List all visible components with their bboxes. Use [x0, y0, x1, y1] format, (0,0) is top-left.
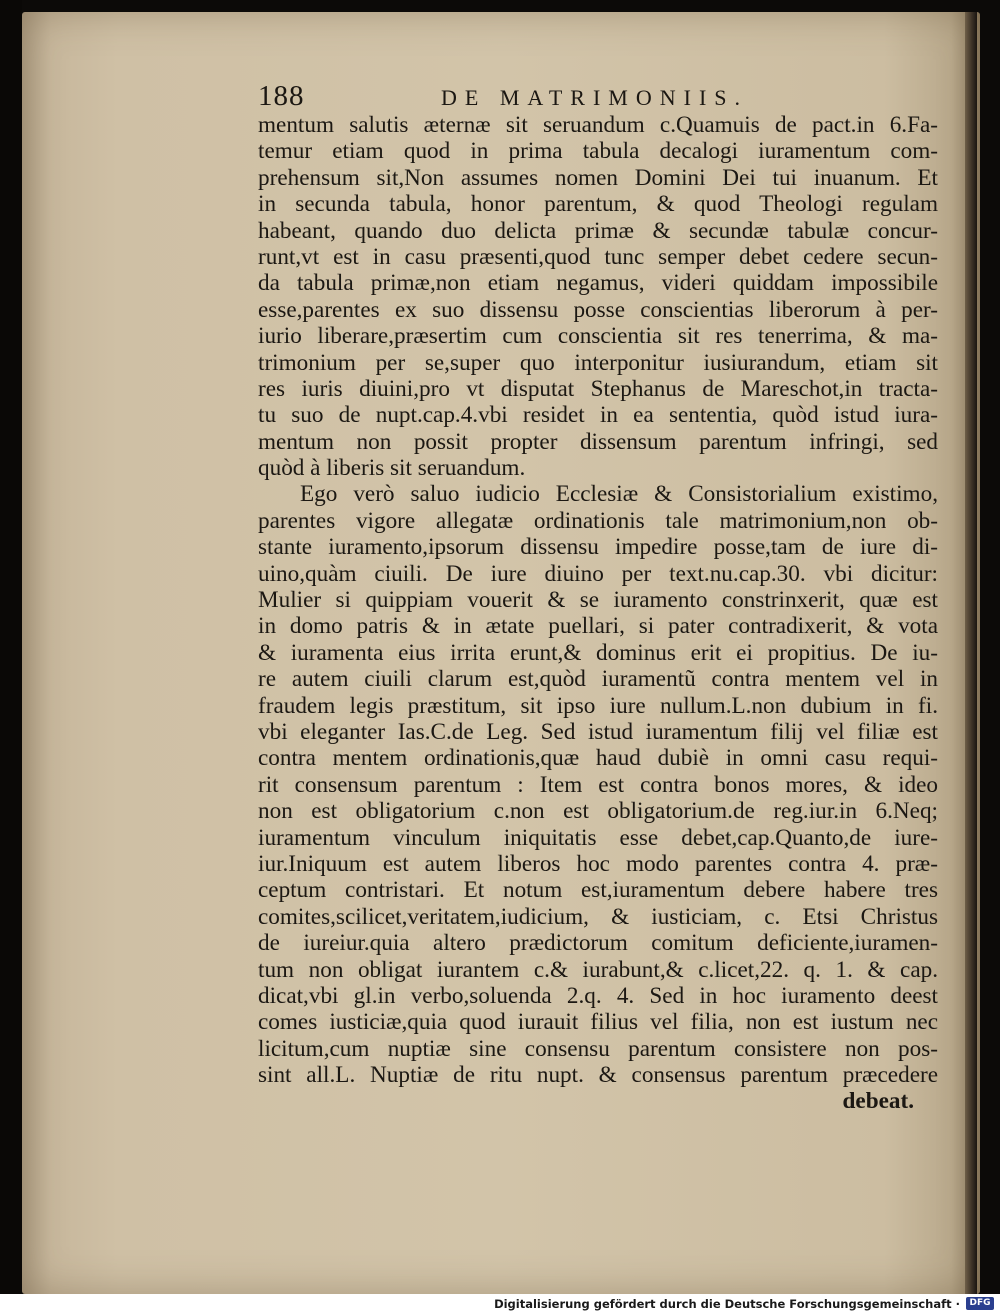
text-line: habeant, quando duo delicta primæ & secundæ tabulæ concur- [258, 217, 938, 244]
text-line: tu suo de nupt.cap.4.vbi residet in ea sententia, quòd istud iura- [258, 402, 938, 429]
text-line: contra mentem ordinationis,quæ haud dubiè in omni casu requi- [258, 745, 938, 772]
digitization-credit: Digitalisierung gefördert durch die Deutsche Forschungsgemeinschaft · [494, 1297, 960, 1311]
page-header [258, 80, 958, 114]
text-line: non est obligatorium c.non est obligatorium.de reg.iur.in 6.Neq; [258, 798, 938, 825]
footer-bar [0, 1294, 1000, 1314]
text-line: uino,quàm ciuili. De iure diuino per text.nu.cap.30. vbi dicitur: [258, 560, 938, 587]
running-title: DE MATRIMONIIS. [441, 85, 748, 110]
text-line: stante iuramento,ipsorum dissensu impedire posse,tam de iure di- [258, 534, 938, 561]
text-line: quòd à liberis sit seruandum. [258, 455, 526, 482]
catchword: debeat. [842, 1088, 914, 1115]
body-text [258, 112, 938, 1115]
scan-background-left [0, 0, 22, 1294]
dfg-logo: DFG [966, 1297, 994, 1310]
text-line: iuramentum vinculum iniquitatis esse debet,cap.Quanto,de iure- [258, 824, 938, 851]
text-line: sint all.L. Nuptiæ de ritu nupt. & consensus parentum præcedere [258, 1062, 938, 1089]
text-line: & iuramenta eius irrita erunt,& dominus erit ei propitius. De iu- [258, 639, 938, 666]
page-number: 188 [258, 80, 305, 112]
text-line: vbi eleganter Ias.C.de Leg. Sed istud iuramentum filij vel filiæ est [258, 718, 938, 745]
text-line: licitum,cum nuptiæ sine consensu parentum consistere non pos- [258, 1035, 938, 1062]
text-line: temur etiam quod in prima tabula decalogi iuramentum com- [258, 138, 938, 165]
text-line: re autem ciuili clarum est,quòd iuramentũ contra mentem vel in [258, 666, 938, 693]
text-line: dicat,vbi gl.in verbo,soluenda 2.q. 4. Sed in hoc iuramento deest [258, 982, 938, 1009]
text-line: iur.Iniquum est autem liberos hoc modo parentes contra 4. præ- [258, 850, 938, 877]
page-edge-shadow [965, 12, 977, 1294]
text-line: fraudem legis præstitum, sit ipso iure nullum.L.non dubium in fi. [258, 692, 938, 719]
text-line: mentum non possit propter dissensum parentum infringi, sed [258, 428, 938, 455]
text-line: in secunda tabula, honor parentum, & quod Theologi regulam [258, 191, 938, 218]
text-line: da tabula primæ,non etiam negamus, videri quiddam impossibile [258, 270, 938, 297]
text-line: Mulier si quippiam vouerit & se iuramento constrinxerit, quæ est [258, 587, 938, 614]
text-line: res iuris diuini,pro vt disputat Stephanus de Mareschot,in tracta- [258, 375, 938, 402]
text-line: comites,scilicet,veritatem,iudicium, & iusticiam, c. Etsi Christus [258, 903, 938, 930]
text-line: tum non obligat iurantem c.& iurabunt,& c.licet,22. q. 1. & cap. [258, 956, 938, 983]
text-line: esse,parentes ex suo dissensu posse conscientias liberorum à per- [258, 296, 938, 323]
text-line: mentum salutis æternæ sit seruandum c.Quamuis de pact.in 6.Fa- [258, 112, 938, 138]
text-line: trimonium per se,super quo interponitur iusiurandum, etiam sit [258, 349, 938, 376]
text-line: rit consensum parentum : Item est contra bonos mores, & ideo [258, 771, 938, 798]
text-line: iurio liberare,præsertim cum conscientia sit res tenerrima, & ma- [258, 323, 938, 350]
text-line: runt,vt est in casu præsenti,quod tunc semper debet cedere secun- [258, 243, 938, 270]
text-line: prehensum sit,Non assumes nomen Domini Dei tui inuanum. Et [258, 164, 938, 191]
text-line: parentes vigore allegatæ ordinationis tale matrimonium,non ob- [258, 507, 938, 534]
text-line: comes iusticiæ,quia quod iurauit filius vel filia, non est iustum nec [258, 1009, 938, 1036]
text-line: in domo patris & in ætate puellari, si pater contradixerit, & vota [258, 613, 938, 640]
text-line: Ego verò saluo iudicio Ecclesiæ & Consistorialium existimo, [300, 481, 938, 508]
text-line: ceptum contristari. Et notum est,iuramentum debere habere tres [258, 877, 938, 904]
text-line: de iureiur.quia altero prædictorum comitum deficiente,iuramen- [258, 930, 938, 957]
